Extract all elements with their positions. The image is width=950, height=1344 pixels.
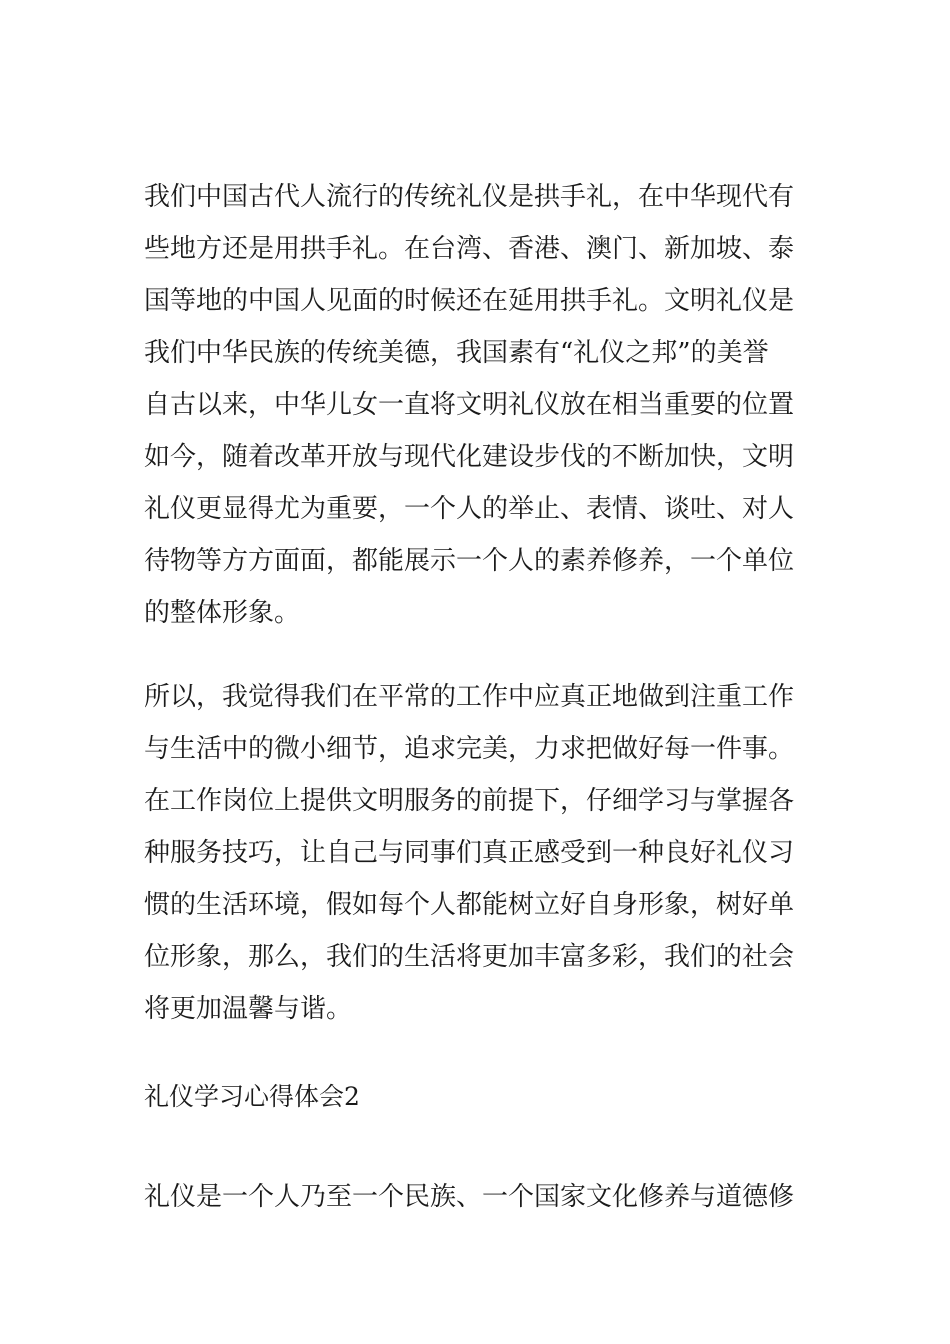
text-line: 与生活中的微小细节，追求完美，力求把做好每一件事。: [144, 734, 795, 764]
text-line: 的整体形象。: [144, 598, 301, 628]
text-line: 礼仪是一个人乃至一个民族、一个国家文化修养与道德修: [144, 1182, 795, 1212]
paragraph-etiquette-definition: [144, 1171, 810, 1223]
paragraph-etiquette-tradition: [144, 171, 810, 639]
text-line: 我们中国古代人流行的传统礼仪是拱手礼，在中华现代有: [144, 182, 795, 212]
text-line: 如今，随着改革开放与现代化建设步伐的不断加快，文明: [144, 442, 795, 472]
text-line: 惯的生活环境，假如每个人都能树立好自身形象，树好单: [144, 890, 795, 920]
text-line: 礼仪更显得尤为重要，一个人的举止、表情、谈吐、对人: [144, 494, 795, 524]
text-line: 所以，我觉得我们在平常的工作中应真正地做到注重工作: [144, 682, 795, 712]
section-heading: 礼仪学习心得体会2: [144, 1082, 360, 1111]
text-line: 我们中华民族的传统美德，我国素有“礼仪之邦”的美誉: [144, 338, 769, 368]
text-line: 在工作岗位上提供文明服务的前提下，仔细学习与掌握各: [144, 786, 795, 816]
text-line: 国等地的中国人见面的时候还在延用拱手礼。文明礼仪是: [144, 286, 795, 316]
paragraph-work-details: [144, 671, 810, 1035]
text-line: 些地方还是用拱手礼。在台湾、香港、澳门、新加坡、泰: [144, 234, 795, 264]
text-line: 将更加温馨与谐。: [144, 994, 353, 1024]
text-line: 种服务技巧，让自己与同事们真正感受到一种良好礼仪习: [144, 838, 795, 868]
text-line: 位形象，那么，我们的生活将更加丰富多彩，我们的社会: [144, 942, 795, 972]
text-line: 待物等方方面面，都能展示一个人的素养修养，一个单位: [144, 546, 795, 576]
text-line: 自古以来，中华儿女一直将文明礼仪放在相当重要的位置: [144, 390, 795, 420]
